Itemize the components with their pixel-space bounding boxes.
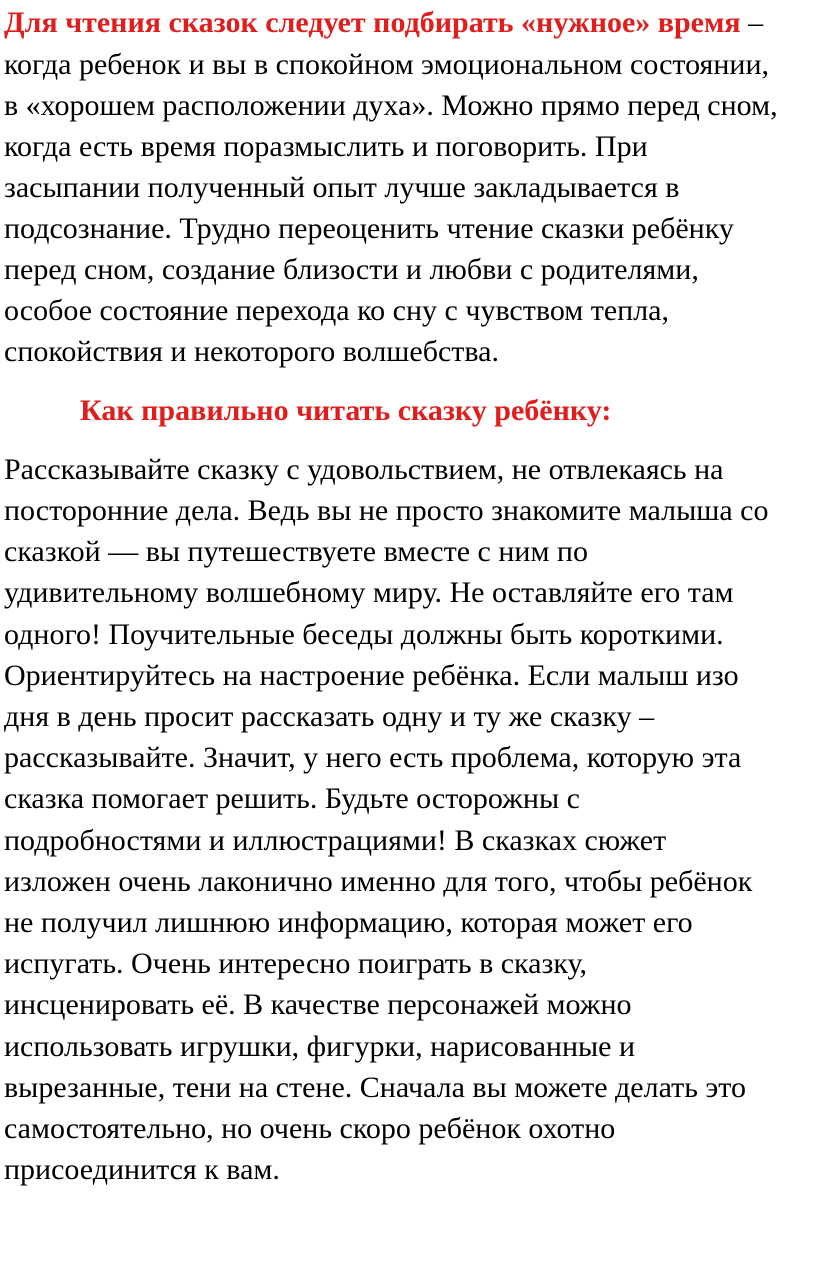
intro-line: перед сном, создание близости и любви с родителями, xyxy=(4,253,699,286)
body-line: Ориентируйтесь на настроение ребёнка. Если малыш изо xyxy=(4,659,739,692)
intro-line: засыпании полученный опыт лучше закладывается в xyxy=(4,171,680,204)
section-heading: Как правильно читать сказку ребёнку: xyxy=(80,394,612,427)
body-line: сказкой — вы путешествуете вместе с ним по xyxy=(4,535,588,568)
body-line: рассказывайте. Значит, у него есть проблема, которую эта xyxy=(4,741,742,774)
body-line: сказка помогает решить. Будьте осторожны с xyxy=(4,782,580,815)
body-line: подробностями и иллюстрациями! В сказках сюжет xyxy=(4,824,667,857)
body-line: не получил лишнюю информацию, которая может его xyxy=(4,906,693,939)
body-line: использовать игрушки, фигурки, нарисованные и xyxy=(4,1030,636,1063)
body-line: присоединится к вам. xyxy=(4,1153,280,1186)
body-line: одного! Поучительные беседы должны быть короткими. xyxy=(4,618,724,651)
intro-line: спокойствия и некоторого волшебства. xyxy=(4,335,499,368)
intro-line: когда есть время поразмыслить и поговорить. При xyxy=(4,130,648,163)
intro-lead-bold: Для чтения сказок следует подбирать «нужное» время xyxy=(4,6,741,39)
body-line: самостоятельно, но очень скоро ребёнок охотно xyxy=(4,1112,616,1145)
intro-line: особое состояние перехода ко сну с чувством тепла, xyxy=(4,294,669,327)
intro-line-0 xyxy=(4,8,763,38)
intro-lead-dash: – xyxy=(740,6,764,39)
body-line: изложен очень лаконично именно для того, чтобы ребёнок xyxy=(4,865,753,898)
body-line: посторонние дела. Ведь вы не просто знакомите малыша со xyxy=(4,494,769,527)
body-line: удивительному волшебному миру. Не оставляйте его там xyxy=(4,576,734,609)
body-line: Рассказывайте сказку с удовольствием, не отвлекаясь на xyxy=(4,453,724,486)
intro-line: подсознание. Трудно переоценить чтение сказки ребёнку xyxy=(4,212,734,245)
intro-line: в «хорошем расположении духа». Можно прямо перед сном, xyxy=(4,89,778,122)
body-line: инсценировать её. В качестве персонажей можно xyxy=(4,988,632,1021)
body-line: испугать. Очень интересно поиграть в сказку, xyxy=(4,947,587,980)
intro-line: когда ребенок и вы в спокойном эмоциональном состоянии, xyxy=(4,48,769,81)
body-line: вырезанные, тени на стене. Сначала вы можете делать это xyxy=(4,1071,747,1104)
body-line: дня в день просит рассказать одну и ту же сказку – xyxy=(4,700,655,733)
